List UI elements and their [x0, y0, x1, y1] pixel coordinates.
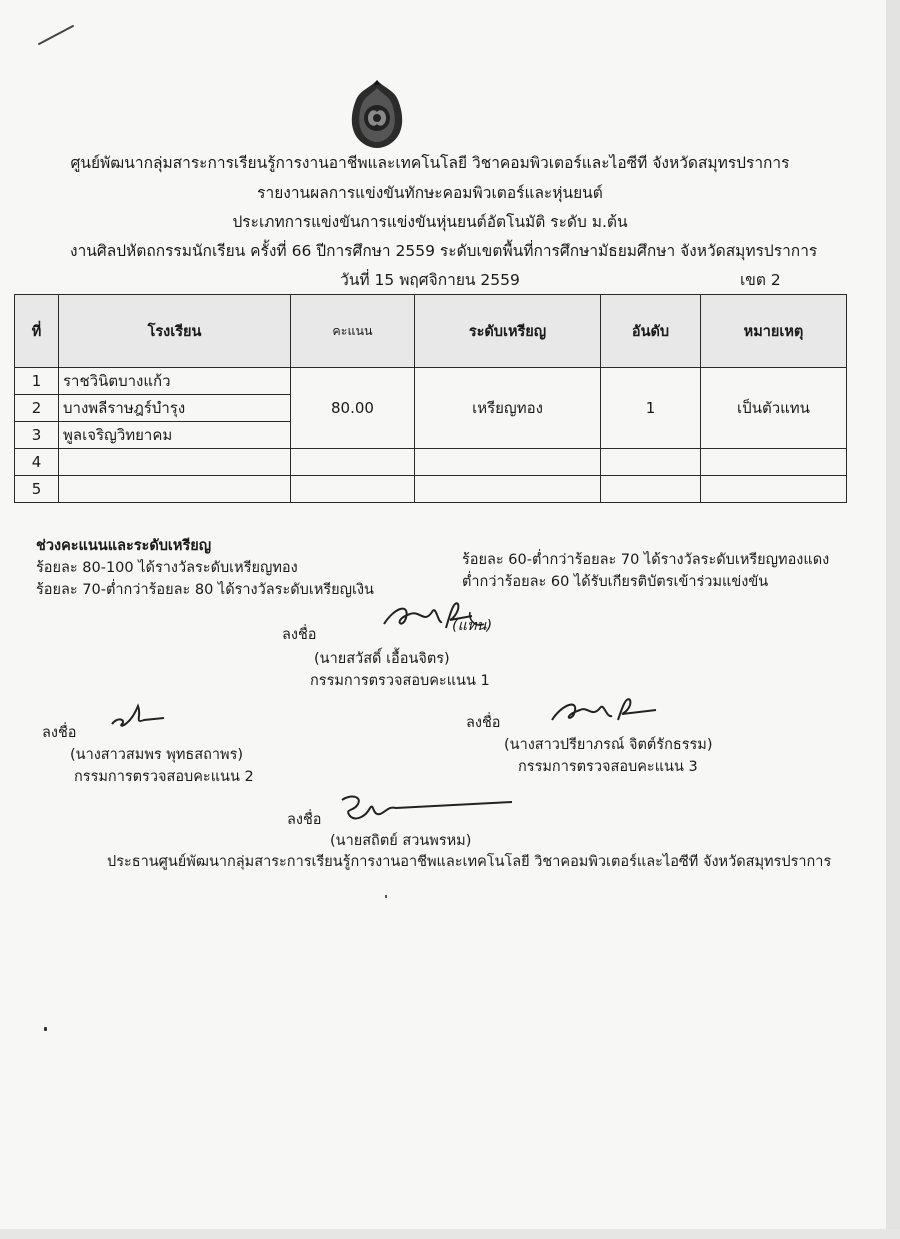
competition-type: ประเภทการแข่งขันการแข่งขันหุ่นยนต์อัตโนมัติ ระดับ ม.ต้น — [232, 213, 628, 231]
school-name: พูลเจริญวิทยาคม — [59, 422, 291, 449]
page-edge-shadow — [886, 0, 900, 1239]
zone-label: เขต 2 — [740, 271, 781, 289]
criteria-title: ช่วงคะแนนและระดับเหรียญ — [36, 538, 212, 554]
chair-name: (นายสถิตย์ สวนพรหม) — [330, 833, 472, 849]
table-header-row — [15, 295, 847, 368]
signature-judge-3 — [546, 690, 666, 730]
header-org: ศูนย์พัฒนากลุ่มสาระการเรียนรู้การงานอาชีพและเทคโนโลยี วิชาคอมพิวเตอร์และไอซีที จังหวัดสมุทรปราการ — [70, 154, 790, 172]
school-name: ราชวินิตบางแก้ว — [59, 368, 291, 395]
page-edge-shadow-bottom — [0, 1229, 900, 1239]
remark-cell: เป็นตัวแทน — [701, 368, 847, 449]
judge1-name: (นายสวัสดิ์ เอื้อนจิตร) — [314, 651, 450, 667]
sign-label: ลงชื่อ — [287, 812, 322, 828]
report-date: วันที่ 15 พฤศจิกายน 2559 — [340, 271, 520, 289]
report-title: รายงานผลการแข่งขันทักษะคอมพิวเตอร์และหุ่นยนต์ — [257, 184, 603, 202]
empty-cell — [601, 476, 701, 503]
medal-cell: เหรียญทอง — [415, 368, 601, 449]
rank-cell: 1 — [601, 368, 701, 449]
table-row — [15, 368, 847, 395]
row-number: 1 — [15, 368, 59, 395]
row-number: 5 — [15, 476, 59, 503]
criteria-bronze: ร้อยละ 60-ต่ำกว่าร้อยละ 70 ได้รางวัลระดับเหรียญทองแดง — [462, 552, 830, 568]
criteria-gold: ร้อยละ 80-100 ได้รางวัลระดับเหรียญทอง — [36, 560, 298, 576]
table-row — [15, 449, 847, 476]
col-header-remark: หมายเหตุ — [701, 295, 847, 368]
ink-dot — [44, 1027, 47, 1031]
row-number: 2 — [15, 395, 59, 422]
chair-role: ประธานศูนย์พัฒนากลุ่มสาระการเรียนรู้การงานอาชีพและเทคโนโลยี วิชาคอมพิวเตอร์และไอซีที จังหวัดสมุทรปราการ — [107, 854, 832, 870]
col-header-school: โรงเรียน — [59, 295, 291, 368]
school-name: บางพลีราษฎร์บำรุง — [59, 395, 291, 422]
judge2-name: (นางสาวสมพร พุทธสถาพร) — [70, 747, 244, 763]
ink-dot — [385, 895, 387, 898]
empty-cell — [701, 476, 847, 503]
ministry-emblem-icon — [346, 78, 408, 150]
empty-cell — [415, 449, 601, 476]
sign-label: ลงชื่อ — [466, 715, 501, 731]
school-name — [59, 449, 291, 476]
school-name — [59, 476, 291, 503]
col-header-no: ที่ — [15, 295, 59, 368]
sign-label: ลงชื่อ — [282, 627, 317, 643]
table-row — [15, 476, 847, 503]
event-line: งานศิลปหัตถกรรมนักเรียน ครั้งที่ 66 ปีการศึกษา 2559 ระดับเขตพื้นที่การศึกษามัธยมศึกษา จังหวัดสมุทรปราการ — [70, 242, 818, 260]
row-number: 4 — [15, 449, 59, 476]
empty-cell — [701, 449, 847, 476]
criteria-silver: ร้อยละ 70-ต่ำกว่าร้อยละ 80 ได้รางวัลระดับเหรียญเงิน — [36, 582, 374, 598]
empty-cell — [291, 449, 415, 476]
col-header-rank: อันดับ — [601, 295, 701, 368]
criteria-participation: ต่ำกว่าร้อยละ 60 ได้รับเกียรติบัตรเข้าร่วมแข่งขัน — [462, 574, 769, 590]
empty-cell — [291, 476, 415, 503]
signature-judge-2 — [108, 698, 168, 732]
empty-cell — [601, 449, 701, 476]
results-table — [14, 294, 847, 503]
col-header-score: คะแนน — [291, 295, 415, 368]
col-header-medal: ระดับเหรียญ — [415, 295, 601, 368]
empty-cell — [415, 476, 601, 503]
row-number: 3 — [15, 422, 59, 449]
signature-chair — [336, 790, 516, 826]
judge2-role: กรรมการตรวจสอบคะแนน 2 — [74, 769, 254, 785]
sign-label: ลงชื่อ — [42, 725, 77, 741]
pen-mark — [38, 25, 74, 46]
judge1-role: กรรมการตรวจสอบคะแนน 1 — [310, 673, 490, 689]
handwritten-note: (แทน) — [452, 618, 493, 634]
judge3-name: (นางสาวปรียาภรณ์ จิตต์รักธรรม) — [504, 737, 713, 753]
score-cell: 80.00 — [291, 368, 415, 449]
judge3-role: กรรมการตรวจสอบคะแนน 3 — [518, 759, 698, 775]
